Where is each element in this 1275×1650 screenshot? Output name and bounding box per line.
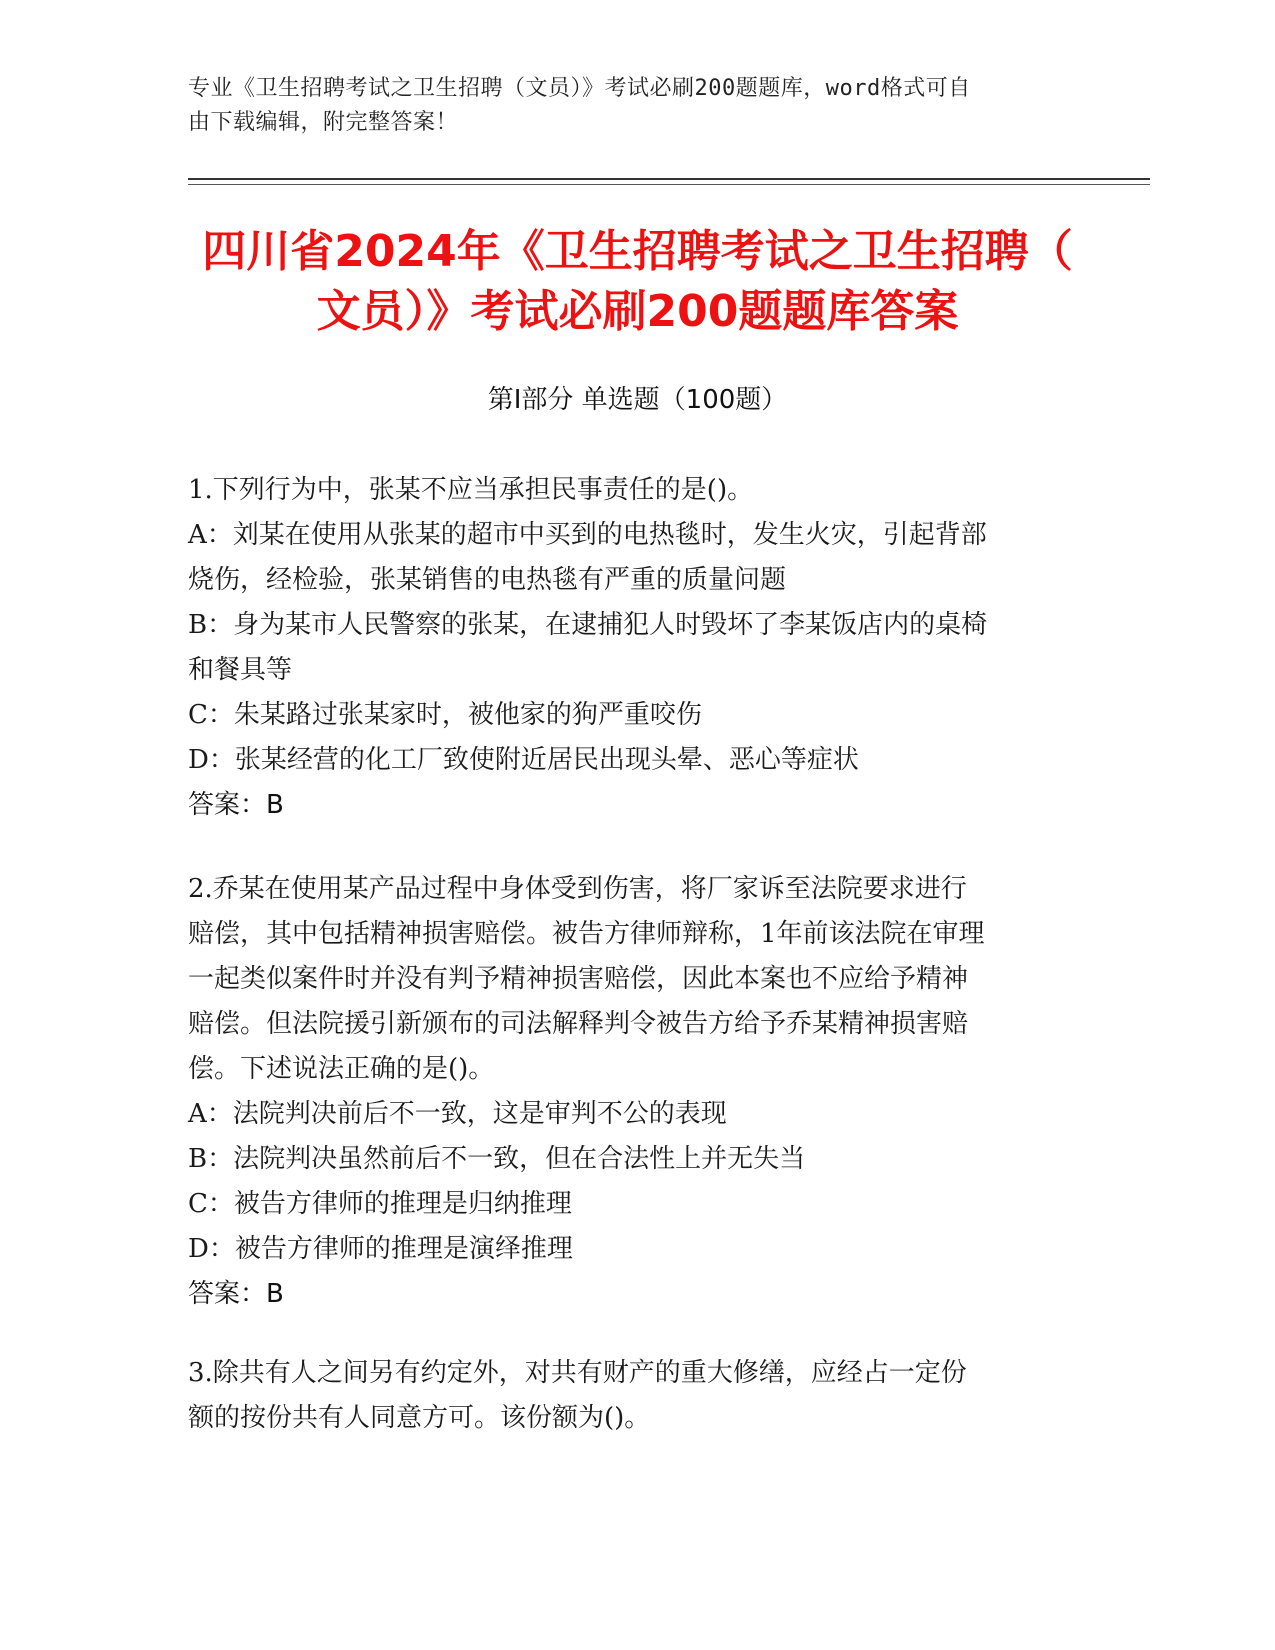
option-b: B：法院判决虽然前后不一致，但在合法性上并无失当 [188,1144,806,1174]
option-c: C：朱某路过张某家时，被他家的狗严重咬伤 [188,700,702,730]
question-stem: 3.除共有人之间另有约定外，对共有财产的重大修缮，应经占一定份 [188,1358,967,1388]
question-stem: 赔偿，其中包括精神损害赔偿。被告方律师辩称，1年前该法院在审理 [188,919,985,949]
question-stem: 1.下列行为中，张某不应当承担民事责任的是()。 [188,475,754,505]
title-line: 四川省2024年《卫生招聘考试之卫生招聘（ [202,226,1073,277]
title-line: 文员）》考试必刷200题题库答案 [316,286,959,337]
question-stem: 额的按份共有人同意方可。该份额为()。 [188,1403,651,1433]
header-note-line: 专业《卫生招聘考试之卫生招聘（文员）》考试必刷200题题库，word格式可自 [188,76,971,101]
question-2 [188,867,1088,1317]
answer: 答案：B [188,1279,284,1309]
question-stem: 赔偿。但法院援引新颁布的司法解释判令被告方给予乔某精神损害赔 [188,1009,969,1039]
option-d: D：被告方律师的推理是演绎推理 [188,1234,573,1264]
header-note-line: 由下载编辑，附完整答案！ [188,110,459,135]
header-divider-thin [188,184,1150,185]
header-note [188,72,1088,140]
option-b-cont: 和餐具等 [188,655,293,685]
question-3 [188,1351,1088,1441]
section-heading: 第Ⅰ部分 单选题（100题） [487,385,788,415]
option-b: B：身为某市人民警察的张某，在逮捕犯人时毁坏了李某饭店内的桌椅 [188,610,988,640]
option-a: A：法院判决前后不一致，这是审判不公的表现 [188,1099,727,1129]
question-stem: 2.乔某在使用某产品过程中身体受到伤害，将厂家诉至法院要求进行 [188,874,967,904]
option-c: C：被告方律师的推理是归纳推理 [188,1189,572,1219]
question-stem: 偿。下述说法正确的是()。 [188,1054,495,1084]
header-divider [188,178,1150,180]
question-1 [188,468,1088,828]
question-stem: 一起类似案件时并没有判予精神损害赔偿，因此本案也不应给予精神 [188,964,969,994]
document-title [150,222,1125,342]
option-a-cont: 烧伤，经检验，张某销售的电热毯有严重的质量问题 [188,565,787,595]
option-a: A：刘某在使用从张某的超市中买到的电热毯时，发生火灾，引起背部 [188,520,987,550]
option-d: D：张某经营的化工厂致使附近居民出现头晕、恶心等症状 [188,745,859,775]
answer: 答案：B [188,790,284,820]
